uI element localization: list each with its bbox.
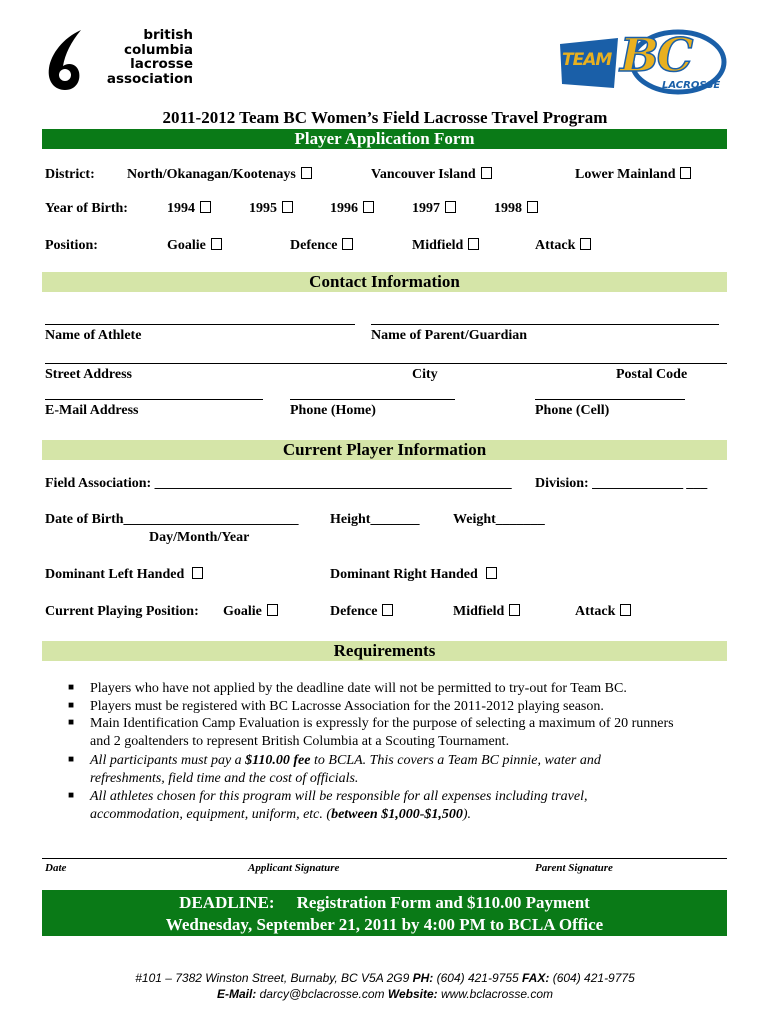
teambc-logo-lacrosse: LACROSSE [662, 80, 721, 91]
requirement-line: All athletes chosen for this program will be responsible for all expenses including travel, [90, 789, 588, 804]
footer-address-line [0, 970, 770, 986]
option-label: Defence [290, 238, 338, 253]
option-label: Attack [535, 238, 576, 253]
checkbox[interactable] [363, 201, 374, 213]
option-label: Goalie [167, 238, 206, 253]
dob-hint: Day/Month/Year [149, 530, 250, 545]
deadline-banner [42, 890, 727, 936]
requirement-line [90, 806, 720, 824]
right-handed-option[interactable] [330, 567, 497, 583]
current-section-title: Current Player Information [282, 440, 487, 459]
applicant-signature-label: Applicant Signature [248, 862, 340, 874]
email-link[interactable]: darcy@bclacrosse.com [256, 987, 388, 1001]
bcla-logo-line: columbia [124, 41, 193, 58]
phone-label: PH: [412, 971, 434, 985]
phone-cell-label: Phone (Cell) [535, 403, 610, 418]
field-association-field[interactable]: Field Association: ___________________________________________________ [45, 476, 512, 491]
district-option[interactable] [575, 167, 691, 183]
fax-label: FAX: [522, 971, 550, 985]
option-label: Dominant Right Handed [330, 567, 478, 582]
bcla-logo-line: association [106, 70, 193, 87]
division-underline: ___ [686, 476, 708, 491]
city-label: City [412, 367, 438, 382]
cost-range: between $1,000-$1,500 [331, 806, 463, 822]
checkbox[interactable] [445, 201, 456, 213]
option-label: Dominant Left Handed [45, 567, 185, 582]
deadline-text: Registration Form and $110.00 Payment [296, 893, 590, 912]
parent-name-line[interactable] [371, 324, 719, 325]
checkbox[interactable] [192, 567, 203, 579]
division-label: Division: _____________ [535, 476, 684, 491]
parent-signature-label: Parent Signature [535, 862, 613, 874]
bcla-logo [45, 28, 195, 92]
requirement-item: Players who have not applied by the deadline date will not be permitted to try-out for Team BC. [90, 681, 627, 696]
option-label: 1997 [412, 201, 440, 216]
checkbox[interactable] [211, 238, 222, 250]
fee-amount: $110.00 fee [245, 753, 311, 768]
bcla-logo-line: lacrosse [130, 56, 193, 72]
current-section-bar [42, 440, 727, 460]
form-title-bar [42, 129, 727, 149]
playing-position-label: Current Playing Position: [45, 604, 199, 619]
contact-section-title: Contact Information [309, 272, 460, 291]
footer [0, 970, 770, 1002]
phone: (604) 421-9755 [433, 971, 523, 985]
address-line[interactable] [45, 363, 727, 364]
playing-position-option[interactable] [575, 604, 631, 620]
checkbox[interactable] [200, 201, 211, 213]
left-handed-option[interactable] [45, 567, 203, 583]
birth-option[interactable] [412, 201, 456, 217]
requirement-line [90, 752, 720, 770]
height-field[interactable]: Height_______ [330, 512, 420, 527]
bcla-swoosh-icon [45, 28, 91, 92]
square-bullet-icon: ■ [68, 682, 75, 693]
option-label: Midfield [412, 238, 464, 253]
website-label: Website: [387, 987, 438, 1001]
deadline-line: Wednesday, September 21, 2011 by 4:00 PM to BCLA Office [165, 915, 604, 934]
checkbox[interactable] [382, 604, 393, 616]
bcla-logo-line: british [143, 27, 193, 43]
position-option[interactable] [290, 238, 353, 254]
website-link[interactable]: www.bclacrosse.com [437, 987, 554, 1001]
deadline-line [42, 890, 727, 914]
postal-label: Postal Code [616, 367, 688, 382]
street-label: Street Address [45, 367, 132, 382]
district-option[interactable] [127, 167, 312, 183]
option-label: 1996 [330, 201, 358, 216]
square-bullet-icon: ■ [68, 717, 75, 728]
checkbox[interactable] [680, 167, 691, 179]
birth-label: Year of Birth: [45, 201, 128, 216]
position-option[interactable] [167, 238, 222, 254]
option-label: 1998 [494, 201, 522, 216]
option-label: 1994 [167, 201, 195, 216]
square-bullet-icon: ■ [68, 754, 75, 765]
option-label: Attack [575, 604, 616, 619]
teambc-logo-team: TEAM [562, 50, 612, 70]
parent-name-label: Name of Parent/Guardian [371, 328, 528, 343]
division-field[interactable] [535, 476, 707, 492]
form-title: Player Application Form [294, 129, 475, 148]
email-label: E-Mail: [216, 987, 257, 1001]
athlete-name-line[interactable] [45, 324, 355, 325]
square-bullet-icon: ■ [68, 790, 75, 801]
text: to BCLA. This covers a Team BC pinnie, water and [310, 753, 601, 768]
birth-option[interactable] [494, 201, 538, 217]
date-signature-label: Date [45, 862, 67, 874]
option-label: Vancouver Island [371, 167, 476, 182]
text: accommodation, equipment, uniform, etc. ( [90, 806, 332, 822]
option-label: Midfield [453, 604, 505, 619]
checkbox[interactable] [301, 167, 312, 179]
requirement-item [90, 752, 720, 787]
teambc-logo [558, 22, 728, 98]
checkbox[interactable] [580, 238, 591, 250]
checkbox[interactable] [342, 238, 353, 250]
playing-position-option[interactable] [330, 604, 393, 620]
text: ). [462, 806, 472, 822]
contact-section-bar [42, 272, 727, 292]
weight-field[interactable]: Weight_______ [453, 512, 545, 527]
checkbox[interactable] [282, 201, 293, 213]
requirement-line: and 2 goaltenders to represent British Columbia at a Scouting Tournament. [90, 733, 510, 749]
phone-home-line[interactable] [290, 399, 455, 400]
position-label: Position: [45, 238, 98, 253]
position-option[interactable] [412, 238, 479, 254]
option-label: Goalie [223, 604, 262, 619]
square-bullet-icon: ■ [68, 700, 75, 711]
athlete-name-label: Name of Athlete [45, 328, 142, 343]
requirement-item [90, 715, 720, 750]
requirement-item [90, 788, 720, 823]
address: #101 – 7382 Winston Street, Burnaby, BC V5A 2G9 [135, 971, 413, 985]
page-title: 2011-2012 Team BC Women’s Field Lacrosse Travel Program [162, 108, 608, 127]
deadline-label: DEADLINE: [179, 893, 275, 912]
requirement-item: Players must be registered with BC Lacrosse Association for the 2011-2012 playing season. [90, 699, 604, 714]
playing-position-option[interactable] [453, 604, 520, 620]
option-label: Lower Mainland [575, 167, 676, 182]
checkbox[interactable] [481, 167, 492, 179]
phone-home-label: Phone (Home) [290, 403, 376, 418]
phone-cell-line[interactable] [535, 399, 685, 400]
checkbox[interactable] [620, 604, 631, 616]
email-line[interactable] [45, 399, 263, 400]
option-label: North/Okanagan/Kootenays [127, 167, 296, 182]
playing-position-option[interactable] [223, 604, 278, 620]
district-option[interactable] [371, 167, 492, 183]
birth-option[interactable] [167, 201, 211, 217]
footer-contact-line [0, 986, 770, 1002]
birth-option[interactable] [249, 201, 293, 217]
option-label: Defence [330, 604, 378, 619]
checkbox[interactable] [468, 238, 479, 250]
email-label: E-Mail Address [45, 403, 139, 418]
checkbox[interactable] [509, 604, 520, 616]
requirements-section-bar [42, 641, 727, 661]
fax: (604) 421-9775 [549, 971, 635, 985]
checkbox[interactable] [527, 201, 538, 213]
checkbox[interactable] [486, 567, 497, 579]
teambc-logo-bc: BC [620, 28, 691, 82]
requirement-line: refreshments, field time and the cost of officials. [90, 770, 359, 786]
birth-option[interactable] [330, 201, 374, 217]
requirements-section-title: Requirements [333, 641, 436, 660]
position-option[interactable] [535, 238, 591, 254]
district-label: District: [45, 167, 95, 182]
option-label: 1995 [249, 201, 277, 216]
signature-line[interactable] [42, 858, 727, 859]
dob-field[interactable]: Date of Birth_________________________ [45, 512, 299, 527]
text: All participants must pay a [90, 753, 246, 768]
requirement-line: Main Identification Camp Evaluation is expressly for the purpose of selecting a maximum of 20 runners [90, 716, 674, 731]
checkbox[interactable] [267, 604, 278, 616]
